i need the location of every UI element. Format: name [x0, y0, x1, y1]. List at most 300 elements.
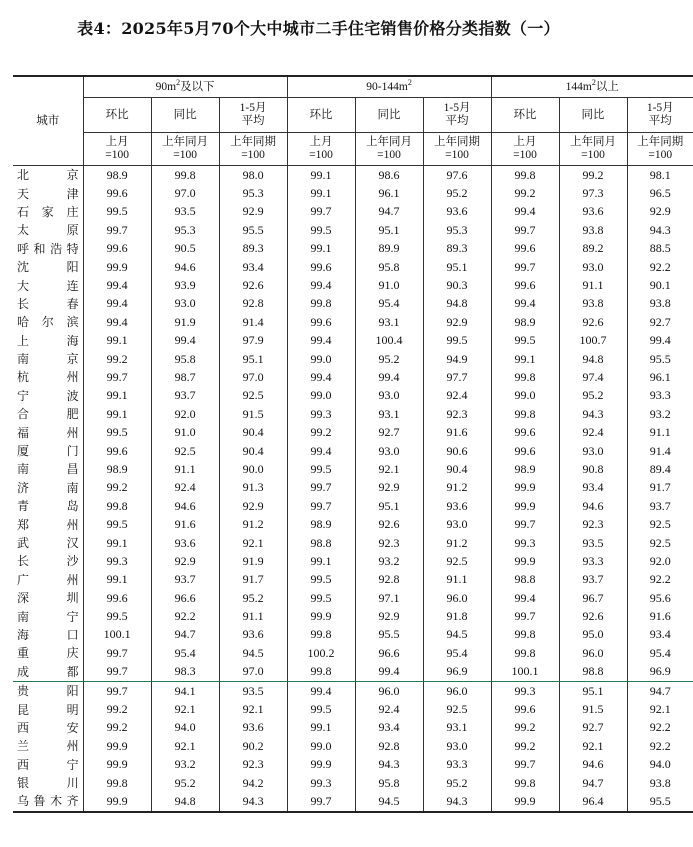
index-value-cell: 98.7 [151, 368, 219, 386]
index-value-cell: 99.8 [151, 166, 219, 185]
index-value-cell: 93.4 [219, 258, 287, 276]
area-unit-superscript: 2 [407, 77, 412, 87]
index-value-cell: 91.2 [219, 515, 287, 533]
city-name-cell: 济南 [17, 480, 79, 495]
index-type-header: 环比 [83, 98, 151, 133]
index-value-cell: 98.1 [627, 166, 693, 185]
index-value-cell: 92.1 [151, 737, 219, 755]
index-value-cell: 99.4 [491, 589, 559, 607]
index-value-cell: 99.7 [83, 663, 151, 682]
base-period-header: 上月 =100 [83, 133, 151, 166]
index-value-cell: 97.4 [559, 368, 627, 386]
index-value-cell: 92.9 [355, 479, 423, 497]
index-value-cell: 99.6 [491, 240, 559, 258]
page-title: 表4：2025年5月70个大中城市二手住宅销售价格分类指数（一） [77, 19, 560, 38]
index-value-cell: 95.4 [627, 644, 693, 662]
index-value-cell: 99.0 [287, 737, 355, 755]
index-value-cell: 98.8 [287, 534, 355, 552]
city-name-cell: 沈阳 [17, 260, 79, 275]
index-value-cell: 95.2 [355, 350, 423, 368]
index-value-cell: 93.4 [355, 719, 423, 737]
table-row [13, 644, 693, 662]
index-value-cell: 91.9 [219, 552, 287, 570]
index-value-cell: 90.2 [219, 737, 287, 755]
index-value-cell: 99.9 [83, 756, 151, 774]
city-name-cell: 南宁 [17, 609, 79, 624]
index-value-cell: 91.5 [559, 700, 627, 718]
table-row [13, 203, 693, 221]
table-row [13, 332, 693, 350]
index-value-cell: 99.7 [83, 681, 151, 700]
index-value-cell: 98.8 [491, 571, 559, 589]
city-name-cell: 昆明 [17, 702, 79, 717]
table-row [13, 681, 693, 700]
index-value-cell: 92.8 [355, 737, 423, 755]
index-value-cell: 95.1 [355, 221, 423, 239]
table-row [13, 184, 693, 202]
table-header [13, 76, 693, 166]
index-value-cell: 98.9 [287, 515, 355, 533]
index-value-cell: 97.0 [151, 184, 219, 202]
city-name-cell: 南京 [17, 352, 79, 367]
area-group-suffix: 以上 [595, 80, 619, 93]
index-value-cell: 99.7 [287, 203, 355, 221]
index-value-cell: 98.0 [219, 166, 287, 185]
index-value-cell: 92.2 [627, 571, 693, 589]
index-value-cell: 91.6 [627, 607, 693, 625]
index-value-cell: 92.6 [219, 276, 287, 294]
index-value-cell: 99.2 [491, 719, 559, 737]
index-value-cell: 99.1 [83, 534, 151, 552]
index-type-header: 1-5月 平均 [627, 98, 693, 133]
city-name-cell: 乌鲁木齐 [13, 792, 83, 811]
index-value-cell: 99.2 [83, 479, 151, 497]
index-value-cell: 99.7 [83, 644, 151, 662]
index-value-cell: 98.6 [355, 166, 423, 185]
index-value-cell: 92.8 [219, 295, 287, 313]
index-value-cell: 92.9 [219, 203, 287, 221]
table-row [13, 240, 693, 258]
index-value-cell: 99.8 [287, 663, 355, 682]
area-unit-superscript: 2 [176, 77, 181, 87]
index-value-cell: 91.1 [219, 607, 287, 625]
index-value-cell: 99.5 [83, 203, 151, 221]
index-value-cell: 89.3 [423, 240, 491, 258]
city-name-cell: 贵阳 [17, 684, 79, 699]
index-value-cell: 93.1 [423, 719, 491, 737]
index-value-cell: 91.4 [219, 313, 287, 331]
index-value-cell: 94.3 [355, 756, 423, 774]
index-value-cell: 92.8 [355, 571, 423, 589]
index-value-cell: 99.5 [287, 700, 355, 718]
city-name-cell: 银川 [17, 776, 79, 791]
index-value-cell: 92.1 [355, 460, 423, 478]
index-value-cell: 92.4 [423, 387, 491, 405]
index-value-cell: 99.4 [491, 203, 559, 221]
index-value-cell: 99.8 [491, 166, 559, 185]
index-value-cell: 99.8 [83, 774, 151, 792]
index-value-cell: 99.1 [287, 166, 355, 185]
index-value-cell: 99.0 [287, 387, 355, 405]
index-value-cell: 98.3 [151, 663, 219, 682]
index-value-cell: 99.2 [83, 350, 151, 368]
index-value-cell: 99.4 [151, 332, 219, 350]
index-value-cell: 91.3 [219, 479, 287, 497]
index-value-cell: 99.4 [287, 368, 355, 386]
index-value-cell: 89.9 [355, 240, 423, 258]
table-row [13, 313, 693, 331]
index-value-cell: 99.5 [287, 221, 355, 239]
index-value-cell: 95.4 [151, 644, 219, 662]
city-name-cell: 西宁 [17, 757, 79, 772]
index-value-cell: 91.1 [151, 460, 219, 478]
index-value-cell: 96.1 [627, 368, 693, 386]
index-value-cell: 94.3 [219, 792, 287, 811]
index-value-cell: 90.5 [151, 240, 219, 258]
index-value-cell: 91.1 [423, 571, 491, 589]
index-value-cell: 94.7 [627, 681, 693, 700]
index-value-cell: 92.6 [355, 515, 423, 533]
index-value-cell: 93.7 [151, 387, 219, 405]
index-value-cell: 94.3 [423, 792, 491, 811]
city-name-cell: 合肥 [17, 407, 79, 422]
area-group-label: 144m [565, 80, 592, 93]
base-period-header: 上年同月 =100 [559, 133, 627, 166]
index-value-cell: 92.9 [151, 552, 219, 570]
table-row [13, 719, 693, 737]
city-name-cell: 长春 [17, 296, 79, 311]
index-value-cell: 96.0 [559, 644, 627, 662]
index-value-cell: 99.8 [83, 497, 151, 515]
city-name-cell: 大连 [17, 278, 79, 293]
base-period-header: 上月 =100 [491, 133, 559, 166]
index-value-cell: 99.5 [83, 423, 151, 441]
table-row [13, 737, 693, 755]
index-value-cell: 99.2 [83, 700, 151, 718]
index-value-cell: 91.1 [559, 276, 627, 294]
index-value-cell: 96.0 [423, 589, 491, 607]
city-name-cell: 青岛 [17, 499, 79, 514]
index-value-cell: 92.9 [423, 313, 491, 331]
index-value-cell: 99.5 [83, 515, 151, 533]
city-name-cell: 上海 [17, 333, 79, 348]
index-value-cell: 93.0 [355, 442, 423, 460]
table-row [13, 515, 693, 533]
area-group-suffix: 及以下 [180, 80, 215, 93]
index-value-cell: 93.5 [559, 534, 627, 552]
city-name-cell: 海口 [17, 627, 79, 642]
index-value-cell: 93.7 [627, 497, 693, 515]
index-value-cell: 92.7 [559, 719, 627, 737]
index-value-cell: 99.9 [491, 792, 559, 811]
index-value-cell: 99.7 [491, 221, 559, 239]
index-value-cell: 97.3 [559, 184, 627, 202]
area-unit-superscript: 2 [591, 77, 596, 87]
index-value-cell: 99.4 [83, 295, 151, 313]
index-value-cell: 95.3 [423, 221, 491, 239]
index-value-cell: 99.7 [491, 756, 559, 774]
index-value-cell: 94.6 [151, 258, 219, 276]
index-value-cell: 95.1 [559, 681, 627, 700]
index-value-cell: 94.1 [151, 681, 219, 700]
city-name-cell: 深圳 [17, 591, 79, 606]
index-value-cell: 99.3 [491, 534, 559, 552]
index-value-cell: 99.4 [287, 442, 355, 460]
index-value-cell: 99.4 [287, 681, 355, 700]
index-value-cell: 90.0 [219, 460, 287, 478]
index-value-cell: 92.0 [627, 552, 693, 570]
index-value-cell: 95.1 [423, 258, 491, 276]
table-row [13, 166, 693, 185]
index-value-cell: 93.8 [559, 221, 627, 239]
index-value-cell: 90.4 [423, 460, 491, 478]
index-value-cell: 92.7 [627, 313, 693, 331]
index-value-cell: 99.9 [491, 552, 559, 570]
index-value-cell: 95.6 [627, 589, 693, 607]
index-value-cell: 99.4 [355, 663, 423, 682]
area-group-label: 90-144m [366, 80, 408, 93]
city-name-cell: 重庆 [17, 646, 79, 661]
index-value-cell: 91.8 [423, 607, 491, 625]
index-type-header: 1-5月 平均 [219, 98, 287, 133]
index-value-cell: 89.2 [559, 240, 627, 258]
index-value-cell: 99.4 [355, 368, 423, 386]
city-name-cell: 厦门 [17, 444, 79, 459]
table-row [13, 479, 693, 497]
index-value-cell: 99.1 [83, 571, 151, 589]
index-value-cell: 99.9 [491, 479, 559, 497]
base-period-header: 上年同期 =100 [219, 133, 287, 166]
table-row [13, 607, 693, 625]
index-value-cell: 93.2 [627, 405, 693, 423]
index-value-cell: 93.8 [627, 774, 693, 792]
index-value-cell: 93.0 [559, 258, 627, 276]
index-value-cell: 100.4 [355, 332, 423, 350]
index-value-cell: 99.9 [83, 792, 151, 811]
index-value-cell: 91.4 [627, 442, 693, 460]
index-value-cell: 95.2 [151, 774, 219, 792]
index-value-cell: 94.6 [559, 497, 627, 515]
index-type-header: 1-5月 平均 [423, 98, 491, 133]
index-type-header: 环比 [491, 98, 559, 133]
index-value-cell: 99.7 [287, 479, 355, 497]
index-value-cell: 97.7 [423, 368, 491, 386]
index-value-cell: 99.0 [491, 387, 559, 405]
city-name-cell: 广州 [17, 572, 79, 587]
index-value-cell: 95.4 [423, 644, 491, 662]
index-value-cell: 93.4 [559, 479, 627, 497]
index-value-cell: 99.2 [83, 719, 151, 737]
city-name-cell: 天津 [17, 186, 79, 201]
table-row [13, 442, 693, 460]
index-value-cell: 92.1 [219, 700, 287, 718]
index-value-cell: 100.1 [491, 663, 559, 682]
index-value-cell: 95.5 [627, 792, 693, 811]
index-value-cell: 90.8 [559, 460, 627, 478]
index-value-cell: 93.5 [151, 203, 219, 221]
index-value-cell: 96.4 [559, 792, 627, 811]
area-group-header [287, 76, 491, 98]
index-value-cell: 95.0 [559, 626, 627, 644]
index-value-cell: 92.3 [355, 534, 423, 552]
table-row [13, 258, 693, 276]
index-value-cell: 97.9 [219, 332, 287, 350]
table-row [13, 405, 693, 423]
index-value-cell: 93.7 [151, 571, 219, 589]
index-value-cell: 92.3 [219, 756, 287, 774]
city-column-header [13, 76, 83, 166]
index-value-cell: 93.0 [559, 442, 627, 460]
index-value-cell: 92.9 [219, 497, 287, 515]
city-name-cell: 杭州 [17, 370, 79, 385]
index-value-cell: 92.1 [219, 534, 287, 552]
index-value-cell: 91.1 [627, 423, 693, 441]
index-value-cell: 99.8 [491, 626, 559, 644]
index-value-cell: 100.1 [83, 626, 151, 644]
index-value-cell: 93.3 [627, 387, 693, 405]
index-value-cell: 99.6 [287, 258, 355, 276]
index-value-cell: 93.6 [151, 534, 219, 552]
index-value-cell: 94.8 [559, 350, 627, 368]
index-value-cell: 99.1 [83, 332, 151, 350]
index-value-cell: 93.6 [559, 203, 627, 221]
index-value-cell: 97.0 [219, 663, 287, 682]
table-row [13, 221, 693, 239]
table-row [13, 756, 693, 774]
index-value-cell: 92.1 [627, 700, 693, 718]
index-value-cell: 99.4 [287, 332, 355, 350]
index-value-cell: 99.2 [287, 423, 355, 441]
price-index-table-container [13, 75, 684, 827]
index-value-cell: 94.3 [559, 405, 627, 423]
index-value-cell: 98.9 [491, 460, 559, 478]
index-value-cell: 99.6 [491, 700, 559, 718]
index-value-cell: 93.3 [559, 552, 627, 570]
index-value-cell: 99.9 [83, 258, 151, 276]
index-value-cell: 92.3 [559, 515, 627, 533]
index-value-cell: 100.2 [287, 644, 355, 662]
index-value-cell: 99.7 [287, 792, 355, 811]
table-row [13, 534, 693, 552]
index-value-cell: 96.5 [627, 184, 693, 202]
index-value-cell: 91.7 [627, 479, 693, 497]
index-value-cell: 93.9 [151, 276, 219, 294]
index-value-cell: 92.5 [219, 387, 287, 405]
index-value-cell: 99.4 [83, 276, 151, 294]
index-value-cell: 99.3 [491, 681, 559, 700]
index-value-cell: 92.9 [355, 607, 423, 625]
index-value-cell: 92.3 [423, 405, 491, 423]
city-name-cell: 石家庄 [17, 204, 79, 219]
index-value-cell: 92.4 [559, 423, 627, 441]
index-value-cell: 99.8 [287, 295, 355, 313]
index-value-cell: 99.1 [287, 552, 355, 570]
index-value-cell: 92.6 [559, 313, 627, 331]
table-row [13, 497, 693, 515]
index-value-cell: 90.4 [219, 442, 287, 460]
index-value-cell: 94.5 [219, 644, 287, 662]
index-value-cell: 99.7 [83, 221, 151, 239]
index-value-cell: 92.2 [151, 607, 219, 625]
table-row [13, 387, 693, 405]
table-row [13, 792, 693, 811]
index-value-cell: 99.8 [491, 774, 559, 792]
index-value-cell: 91.2 [423, 479, 491, 497]
index-type-header: 同比 [151, 98, 219, 133]
index-value-cell: 99.8 [287, 626, 355, 644]
index-value-cell: 95.8 [151, 350, 219, 368]
index-value-cell: 93.6 [423, 497, 491, 515]
base-period-header: 上年同月 =100 [355, 133, 423, 166]
index-value-cell: 99.7 [83, 368, 151, 386]
table-body [13, 166, 693, 812]
area-group-header [491, 76, 693, 98]
index-value-cell: 99.6 [83, 589, 151, 607]
base-period-header: 上月 =100 [287, 133, 355, 166]
index-value-cell: 94.9 [423, 350, 491, 368]
index-value-cell: 99.5 [83, 607, 151, 625]
index-value-cell: 95.3 [151, 221, 219, 239]
index-value-cell: 90.1 [627, 276, 693, 294]
index-value-cell: 95.2 [423, 184, 491, 202]
index-value-cell: 92.2 [627, 719, 693, 737]
index-value-cell: 99.6 [83, 184, 151, 202]
index-value-cell: 89.3 [219, 240, 287, 258]
city-name-cell: 太原 [17, 223, 79, 238]
index-value-cell: 99.0 [287, 350, 355, 368]
index-value-cell: 99.9 [491, 497, 559, 515]
index-value-cell: 92.5 [423, 700, 491, 718]
index-value-cell: 99.5 [287, 460, 355, 478]
index-value-cell: 91.0 [355, 276, 423, 294]
index-value-cell: 99.5 [287, 571, 355, 589]
index-value-cell: 99.6 [83, 442, 151, 460]
index-value-cell: 99.1 [83, 387, 151, 405]
index-value-cell: 91.6 [151, 515, 219, 533]
index-value-cell: 95.5 [219, 221, 287, 239]
index-value-cell: 92.1 [151, 700, 219, 718]
index-value-cell: 92.5 [627, 515, 693, 533]
index-value-cell: 91.7 [219, 571, 287, 589]
table-row [13, 626, 693, 644]
index-value-cell: 90.6 [423, 442, 491, 460]
table-row [13, 589, 693, 607]
index-value-cell: 92.5 [151, 442, 219, 460]
city-name-cell: 福州 [17, 425, 79, 440]
area-group-label: 90m [155, 80, 177, 93]
index-value-cell: 99.9 [83, 737, 151, 755]
index-value-cell: 99.7 [491, 607, 559, 625]
index-value-cell: 93.0 [355, 387, 423, 405]
index-value-cell: 94.8 [151, 792, 219, 811]
index-value-cell: 99.2 [559, 166, 627, 185]
index-type-header: 环比 [287, 98, 355, 133]
index-value-cell: 96.0 [355, 681, 423, 700]
index-value-cell: 94.7 [559, 774, 627, 792]
index-value-cell: 95.8 [355, 258, 423, 276]
index-value-cell: 93.0 [151, 295, 219, 313]
index-value-cell: 99.5 [491, 332, 559, 350]
index-value-cell: 92.7 [355, 423, 423, 441]
index-value-cell: 99.1 [287, 240, 355, 258]
index-value-cell: 94.0 [627, 756, 693, 774]
index-value-cell: 95.5 [627, 350, 693, 368]
index-value-cell: 88.5 [627, 240, 693, 258]
area-group-header [83, 76, 287, 98]
index-value-cell: 95.3 [219, 184, 287, 202]
index-value-cell: 99.8 [491, 368, 559, 386]
index-value-cell: 95.1 [355, 497, 423, 515]
